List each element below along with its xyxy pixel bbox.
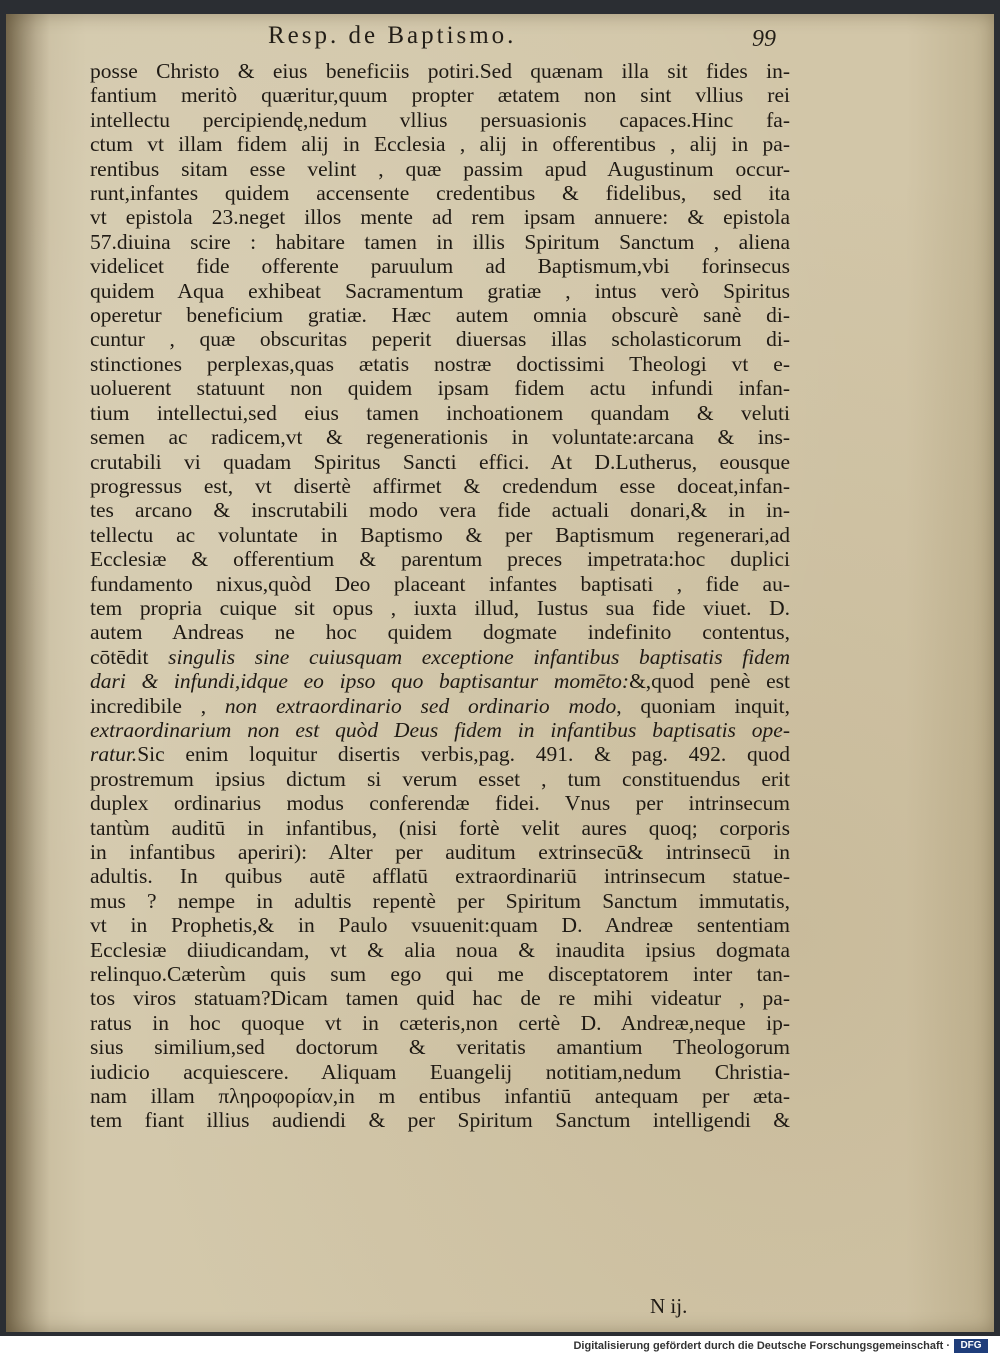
text-line: tantùm auditū in infantibus, (nisi fortè velit aures quoq; corporis (90, 815, 790, 840)
text-line: mus ? nempe in adultis repentè per Spiritum Sanctum immutatis, (90, 888, 790, 913)
text-line (90, 694, 790, 718)
roman-segment: &,quod penè est (629, 669, 790, 694)
italic-quotation: ratur. (90, 742, 138, 767)
text-line: intellectu percipiendę,nedum vllius persuasionis capaces.Hinc fa- (90, 107, 790, 132)
text-line: semen ac radicem,vt & regenerationis in voluntate:arcana & ins- (90, 425, 790, 450)
text-line: iudicio acquiescere. Aliquam Euangelij notitiam,nedum Christia- (90, 1059, 790, 1084)
text-line: prostremum ipsius dictum si verum esset , tum constituendus erit (90, 766, 790, 791)
roman-segment: cōtēdit (90, 644, 169, 669)
text-line: ctum vt illam fidem alij in Ecclesia , alij in offerentibus , alij in pa- (90, 132, 790, 157)
text-line (90, 669, 790, 693)
roman-segment: incredibile , (90, 693, 225, 718)
running-title: Resp. de Baptismo. (268, 22, 517, 49)
text-line: progressus est, vt disertè affirmet & credendum esse doceat,infan- (90, 473, 790, 498)
text-line: vt in Prophetis,& in Paulo vsuuenit:quam D. Andreæ sententiam (90, 913, 790, 938)
text-line: tem fiant illius audiendi & per Spiritum Sanctum intelligendi & (90, 1108, 790, 1133)
text-line: tellectu ac voluntate in Baptismo & per Baptismum regenerari,ad (90, 522, 790, 547)
page-number: 99 (752, 26, 776, 52)
page-gutter-shadow (6, 14, 50, 1332)
text-line (90, 718, 790, 742)
text-line: in infantibus aperiri): Alter per auditum extrinsecū& intrinsecū in (90, 840, 790, 864)
text-line: crutabili vi quadam Spiritus Sancti effici. At D.Lutherus, eousque (90, 449, 790, 474)
text-line: nam illam πληροφορίαν,in m entibus infantiū antequam per æta- (90, 1084, 790, 1109)
text-line: adultis. In quibus autē afflatū extraordinariū intrinsecum statue- (90, 864, 790, 889)
text-line: vt epistola 23.neget illos mente ad rem ipsam annuere: & epistola (90, 205, 790, 230)
text-line: ratus in hoc quoque vt in cæteris,non certè D. Andreæ,neque ip- (90, 1010, 790, 1035)
text-line: tem propria cuique sit opus , iuxta illud, Iustus sua fide viuet. D. (90, 595, 790, 620)
text-line: videlicet fide offerente paruulum ad Baptismum,vbi forinsecus (90, 254, 790, 279)
digitization-credit: Digitalisierung gefördert durch die Deutsche Forschungsgemeinschaft · (573, 1340, 950, 1352)
italic-quotation: singulis sine cuiusquam exceptione infantibus baptisatis fidem (168, 644, 790, 669)
signature-mark: N ij. (650, 1294, 688, 1318)
text-line: fantium meritò quæritur,quum propter ætatem non sint vllius rei (90, 83, 790, 108)
italic-quotation: dari & infundi,idque eo ipso quo baptisantur momēto: (90, 669, 630, 694)
text-line: runt,infantes quidem accensente credentibus & fidelibus, sed ita (90, 181, 790, 206)
body-text (90, 59, 790, 1133)
text-line: Ecclesiæ diiudicandam, vt & alia noua & inaudita ipsius dogmata (90, 937, 790, 962)
text-line: duplex ordinarius modus conferendæ fidei. Vnus per intrinsecum (90, 791, 790, 816)
text-line: quidem Aqua exhibeat Sacramentum gratiæ , intus verò Spiritus (90, 278, 790, 303)
dfg-logo: DFG (954, 1339, 988, 1353)
text-line: sius similium,sed doctorum & veritatis amantium Theologorum (90, 1035, 790, 1060)
text-line: Ecclesiæ & offerentium & parentum preces impetrata:hoc duplici (90, 547, 790, 572)
text-line: tium intellectui,sed eius tamen inchoationem quandam & veluti (90, 400, 790, 425)
text-line (90, 645, 790, 669)
text-line: tes arcano & inscrutabili modo vera fide actuali donari,& in in- (90, 498, 790, 523)
roman-segment: , quoniam inquit, (616, 693, 790, 718)
text-line (90, 742, 790, 766)
text-line: uoluerent statuunt non quidem ipsam fidem actu infundi infan- (90, 376, 790, 401)
text-line: posse Christo & eius beneficiis potiri.Sed quænam illa sit fides in- (90, 59, 790, 83)
text-line: stinctiones perplexas,quas ætatis nostræ doctissimi Theologi vt e- (90, 351, 790, 376)
text-line: 57.diuina scire : habitare tamen in illis Spiritum Sanctum , aliena (90, 229, 790, 254)
text-line: relinquo.Cæterùm quis sum ego qui me disceptatorem inter tan- (90, 962, 790, 987)
text-line: operetur beneficium gratiæ. Hæc autem omnia obscurè sanè di- (90, 303, 790, 328)
text-line: cuntur , quæ obscuritas peperit diuersas illas scholasticorum di- (90, 327, 790, 352)
text-line: fundamento nixus,quòd Deo placeant infantes baptisati , fide au- (90, 571, 790, 596)
footer-bar (0, 1336, 1000, 1357)
text-line: autem Andreas ne hoc quidem dogmate indefinito contentus, (90, 620, 790, 645)
text-line: rentibus sitam esse velint , quæ passim apud Augustinum occur- (90, 156, 790, 181)
italic-quotation: non extraordinario sed ordinario modo (224, 693, 617, 718)
italic-quotation: extraordinarium non est quòd Deus fidem in infantibus baptisatis ope- (90, 717, 790, 742)
roman-segment: Sic enim loquitur disertis verbis,pag. 491. & pag. 492. quod (137, 742, 790, 767)
text-line: tos viros statuam?Dicam tamen quid hac de re mihi videatur , pa- (90, 986, 790, 1011)
page-header (0, 22, 1000, 56)
